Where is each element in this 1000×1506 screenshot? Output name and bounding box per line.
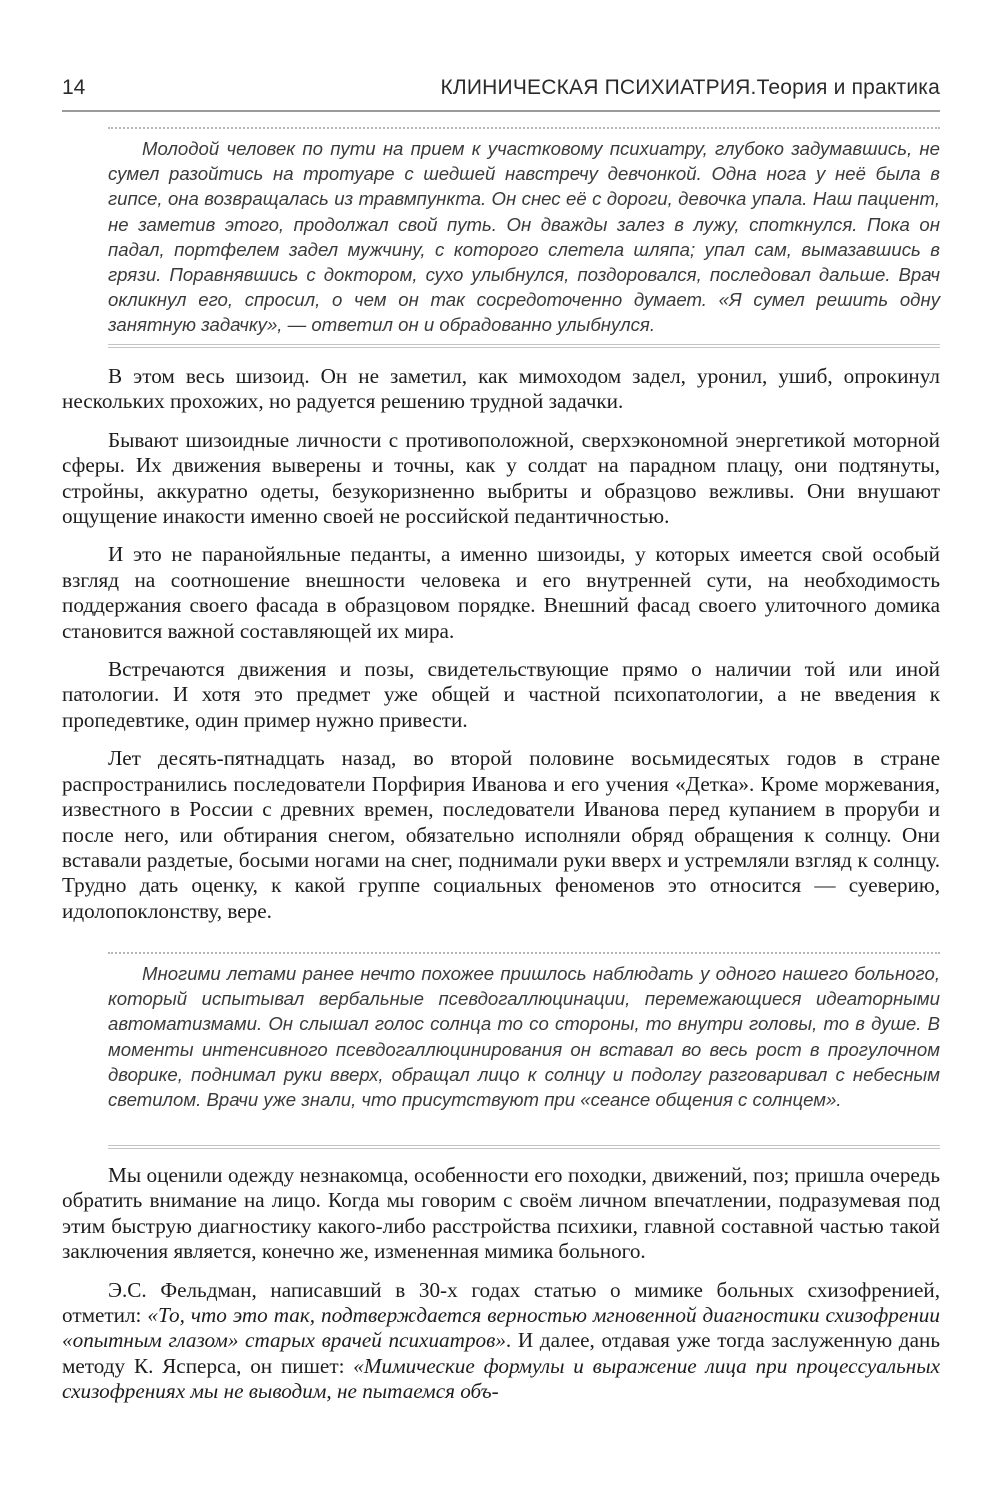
paragraph: Бывают шизоидные личности с противоположной, сверхэкономной энергетикой моторной сферы. Их движения выверены и точны, как у солдат на парадном плацу, они подтянуты, стройны, аккуратно одеты, безукоризненно выбриты и образцово вежливы. Они внушают ощущение инакости именно своей не российской педантичностью. bbox=[62, 427, 940, 529]
body-text-1 bbox=[62, 364, 940, 924]
paragraph: Лет десять-пятнадцать назад, во второй половине восьмидесятых годов в стране распространились последователи Порфирия Иванова и его учения «Детка». Кроме моржевания, известного в России с древних времен, последователи Иванова перед купанием в проруби и после него, или обтирания снегом, обязательно исполняли обряд обращения к солнцу. Они вставали раздетые, босыми ногами на снег, поднимали руки вверх и устремляли взгляд к солнцу. Трудно дать оценку, к какой группе социальных феноменов это относится — суеверию, идолопоклонству, вере. bbox=[62, 746, 940, 923]
case-note-2-text: Многими летами ранее нечто похожее пришлось наблюдать у одного нашего больного, который испытывал вербальные псевдогаллюцинации, перемежающиеся идеаторными автоматизмами. Он слышал голос солнца то со стороны, то внутри головы, то в душе. В моменты интенсивного псевдогаллюцинирования он вставал во весь рост в прогулочном дворике, поднимал руки вверх, обращал лицо к солнцу и подолгу разговаривал с небесным светилом. Врачи уже знали, что присутствуют при «сеансе общения с солнцем». bbox=[108, 963, 940, 1111]
book-title: КЛИНИЧЕСКАЯ ПСИХИАТРИЯ. bbox=[440, 76, 757, 99]
note-bottom-rule bbox=[108, 1145, 940, 1149]
paragraph: И это не паранойяльные педанты, а именно шизоиды, у которых имеется свой особый взгляд на соотношение внешности человека и его внутренней сути, на необходимость поддержания своего фасада в образцовом порядке. Внешний фасад своего улиточного домика становится важной составляющей их мира. bbox=[62, 542, 940, 643]
paragraph-feldman bbox=[62, 1278, 940, 1405]
paragraph: Мы оценили одежду незнакомца, особенности его походки, движений, поз; пришла очередь обратить внимание на лицо. Когда мы говорим с своём личном впечатлении, подразумевая под этим быструю диагностику какого-либо расстройства психики, главной составной частью такой заключения является, конечно же, измененная мимика больного. bbox=[62, 1163, 940, 1264]
paragraph: Встречаются движения и позы, свидетельствующие прямо о наличии той или иной патологии. И хотя это предмет уже общей и частной психопатологии, а не введения к пропедевтике, один пример нужно привести. bbox=[62, 657, 940, 732]
case-note-1-text: Молодой человек по пути на прием к участковому психиатру, глубоко задумавшись, не сумел разойтись на тротуаре с шедшей навстречу девчонкой. Одна нога у неё была в гипсе, она возвращалась из травмпункта. Он снес её с дороги, девочка упала. Наш пациент, не заметив этого, продолжал свой путь. Он дважды залез в лужу, споткнулся. Пока он падал, портфелем задел мужчину, с которого слетела шляпа; упал сам, вымазавшись в грязи. Поравнявшись с доктором, сухо улыбнулся, поздоровался, последовал дальше. Врач окликнул его, спросил, о чем он так сосредоточенно думает. «Я сумел решить одну занятную задачку», — ответил он и обрадованно улыбнулся. bbox=[108, 138, 940, 336]
case-note-2 bbox=[108, 961, 940, 1112]
note-bottom-rule bbox=[108, 344, 940, 348]
quote: «То, что это так, подтверждается верностью мгновенной диагностики схизофрении «опытным глазом» старых врачей психиатров» bbox=[62, 1303, 940, 1353]
body-text-2 bbox=[62, 1163, 940, 1405]
book-subtitle: Теория и практика bbox=[756, 76, 940, 99]
page-number: 14 bbox=[62, 76, 86, 99]
paragraph: В этом весь шизоид. Он не заметил, как мимоходом задел, уронил, ушиб, опрокинул нескольких прохожих, но радуется решению трудной задачки. bbox=[62, 364, 940, 414]
text-run: . И далее, отдавая уже тогда заслуженную дань методу К. Ясперса, он пишет: bbox=[62, 1328, 940, 1378]
text-run: Э.С. Фельдман, написавший в 30-х годах статью о мимике больных схизофренией, отметил: bbox=[62, 1277, 940, 1328]
case-note-1 bbox=[108, 136, 940, 338]
running-header bbox=[62, 70, 940, 112]
note-top-rule bbox=[108, 127, 940, 129]
note-top-rule bbox=[108, 952, 940, 954]
running-title bbox=[440, 76, 940, 100]
quote: «Мимические формулы и выражение лица при процессуальных схизофрениях мы не выводим, не пытаемся объ- bbox=[62, 1353, 940, 1404]
